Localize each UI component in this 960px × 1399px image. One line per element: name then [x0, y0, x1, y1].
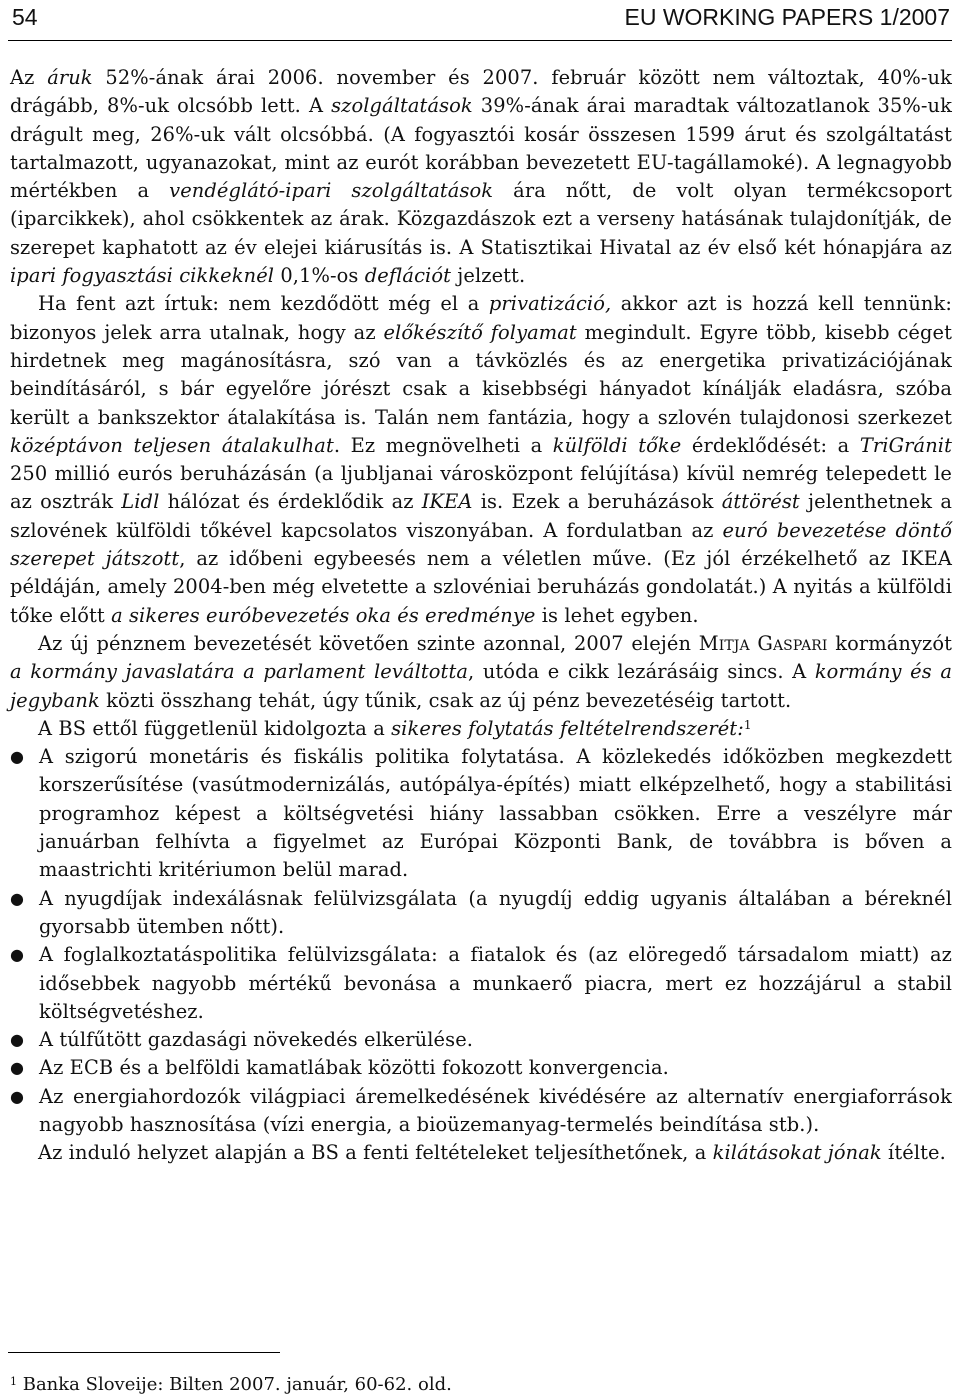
- conditions-list: [10, 743, 952, 1139]
- list-item: ● A foglalkoztatáspolitika felülvizsgálata: a fiatalok és (az elöregedő társadalom miatt) az idősebbek nagyobb mértékű bevonása a munkaerő piacra, mert ez hozzájárul a stabil költségvetéshez.: [10, 943, 952, 1023]
- list-item: ● A szigorú monetáris és fiskális politika folytatása. A közlekedés időközben megkezdett korszerűsítése (vasútmodernizálás, autópálya-építés) miatt elképzelhető, hogy a stabilitási programhoz képest a költségvetési hiány lassabban csökken. Erre a veszélyre már januárban felhívta a figyelmet az Európai Központi Bank, de továbbra is bőven a maastrichti kritériumon belül marad.: [10, 745, 952, 882]
- bullet-icon: ●: [10, 1086, 25, 1106]
- body-text: [10, 64, 952, 1168]
- page-header: [8, 0, 952, 41]
- paragraph-privatization: Ha fent azt írtuk: nem kezdődött még el a privatizáció, akkor azt is hozzá kell tennünk: bizonyos jelek arra utalnak, hogy az előkészítő folyamat megindult. Egyre több, kisebb céget hirdetnek meg magánosításra, szó van a távközlés és az energetika privatizációjának beindításáról, s bár egyelőre jórészt csak a kisebbségi hányadot kínálják eladásra, szóba került a bankszektor átalakítása is. Talán nem fantázia, hogy a szlovén tulajdonosi szerkezet középtávon teljesen átalakulhat. Ez megnövelheti a külföldi tőke érdeklődését: a TriGránit 250 millió eurós beruházásán (a ljubljanai városközpont felújítása) kívül nemrég telepedett le az osztrák Lidl hálózat és érdeklődik az IKEA is. Ezek a beruházások áttörést jelenthetnek a szlovének külföldi tőkével kapcsolatos viszonyában. A fordulatban az euró bevezetése döntő szerepet játszott, az időbeni egybeesés nem a véletlen műve. (Ez jól érzékelhető az IKEA példáján, amely 2004-ben még elvetette a szlovéniai beruházás gondolatát.) A nyitás a külföldi tőke előtt a sikeres euróbevezetés oka és eredménye is lehet egyben.: [10, 292, 952, 627]
- list-item: ● Az ECB és a belföldi kamatlábak közötti fokozott konvergencia.: [10, 1054, 952, 1082]
- footnote-number: 1: [10, 1375, 17, 1388]
- paragraph-conclusion: Az induló helyzet alapján a BS a fenti feltételeket teljesíthetőnek, a kilátásokat jónak ítélte.: [38, 1141, 946, 1165]
- list-item: ● A nyugdíjak indexálásnak felülvizsgálata (a nyugdíj eddig ugyanis általában a béreknél gyorsabb ütemben nőtt).: [10, 886, 952, 938]
- bullet-icon: ●: [10, 888, 25, 908]
- page-number: 54: [12, 4, 38, 30]
- footnote-divider: [8, 1352, 280, 1353]
- footnote: [10, 1373, 452, 1397]
- paragraph-central-bank: Az új pénznem bevezetését követően szinte azonnal, 2007 elején Mitja Gaspari kormányzót a kormány javaslatára a parlament leváltotta, utóda e cikk lezárásáig sincs. A kormány és a jegybank közti összhang tehát, úgy tűnik, csak az új pénz bevezetéséig tartott.: [10, 631, 953, 712]
- footnote-text: Banka Sloveije: Bilten 2007. január, 60-62. old.: [17, 1374, 452, 1395]
- person-name: Mitja Gaspari: [698, 631, 828, 655]
- bullet-icon: ●: [10, 1058, 25, 1078]
- list-item: ● A túlfűtött gazdasági növekedés elkerülése.: [10, 1026, 952, 1054]
- footnote-ref: 1: [743, 717, 752, 732]
- bullet-icon: ●: [10, 1030, 25, 1050]
- running-title: EU WORKING PAPERS 1/2007: [624, 4, 950, 30]
- paragraph-prices: Az áruk 52%-ának árai 2006. november és 2007. február között nem változtak, 40%-uk drágább, 8%-uk olcsóbb lett. A szolgáltatások 39%-ának árai maradtak változatlanok 35%-uk drágult meg, 26%-uk vált olcsóbbá. (A fogyasztói kosár összesen 1599 árut és szolgáltatást tartalmazott, ugyanazokat, mint az eurót korábban bevezetett EU-tagállamoké). A legnagyobb mértékben a vendéglátó-ipari szolgáltatások ára nőtt, de volt olyan termékcsoport (iparcikkek), ahol csökkentek az árak. Közgazdászok ezt a verseny hatásának tulajdonítják, de szerepet kaphatott az év elejei kiárusítás is. A Statisztikai Hivatal az év első két hónapjára az ipari fogyasztási cikkeknél 0,1%-os deflációt jelzett.: [10, 66, 953, 288]
- bullet-icon: ●: [10, 945, 25, 965]
- bullet-icon: ●: [10, 747, 25, 767]
- paragraph-conditions-intro: A BS ettől függetlenül kidolgozta a sikeres folytatás feltételrendszerét:$^1$: [38, 716, 752, 740]
- list-item: ● Az energiahordozók világpiaci áremelkedésének kivédésére az alternatív energiaforrások nagyobb hasznosítása (vízi energia, a bioüzemanyag-termelés beindítása stb.).: [10, 1084, 952, 1136]
